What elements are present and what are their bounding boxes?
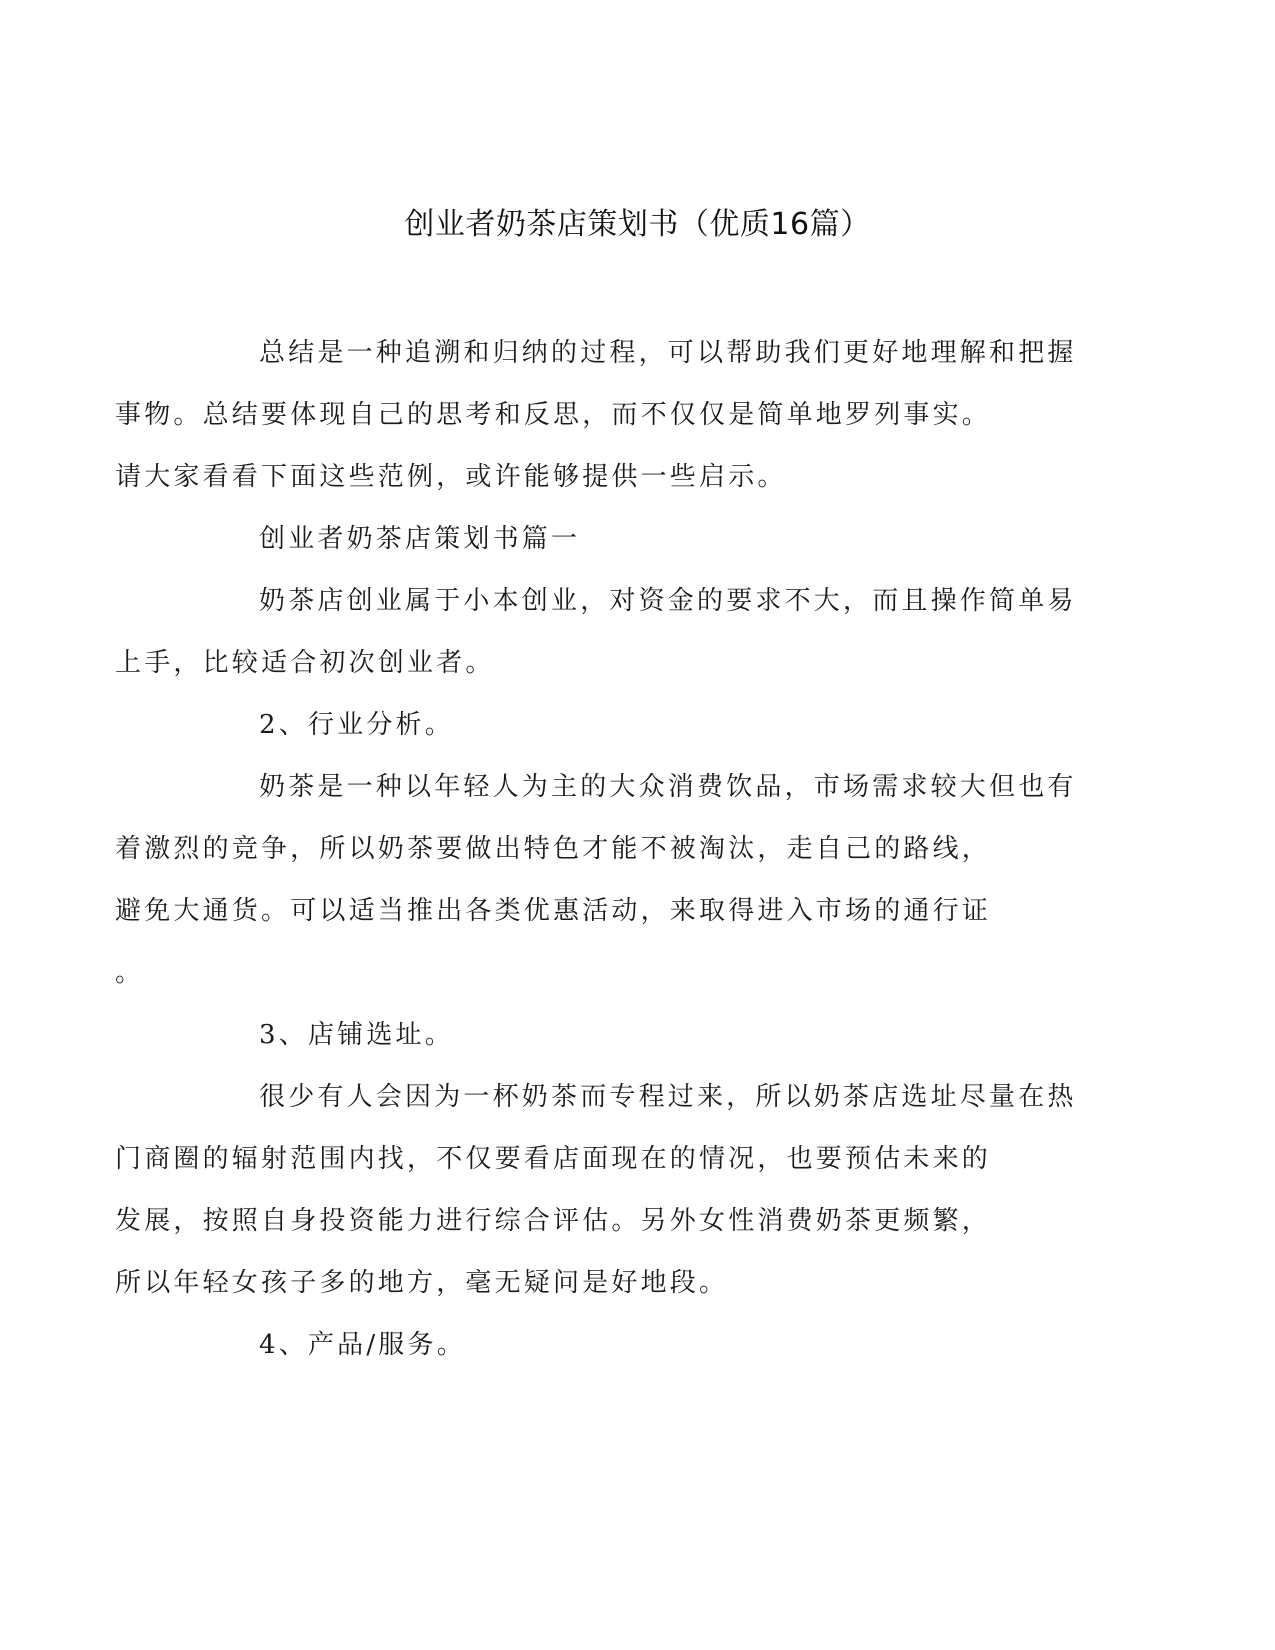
text-line: 避免大通货。可以适当推出各类优惠活动，来取得进入市场的通行证 (115, 896, 992, 926)
body-paragraph (115, 756, 1087, 1004)
section-heading-industry-analysis (187, 694, 1087, 756)
section-heading-products-services (187, 1314, 1087, 1376)
text-line: 奶茶店创业属于小本创业，对资金的要求不大，而且操作简单易 (259, 586, 1077, 616)
text-line: 很少有人会因为一杯奶茶而专程过来，所以奶茶店选址尽量在热 (259, 1082, 1077, 1112)
section-heading-part-one (187, 508, 1087, 570)
text-line: 上手，比较适合初次创业者。 (115, 648, 495, 678)
text-line: 门商圈的辐射范围内找，不仅要看店面现在的情况，也要预估未来的 (115, 1144, 992, 1174)
text-line: 3、店铺选址。 (259, 1020, 454, 1050)
text-line: 总结是一种追溯和归纳的过程，可以帮助我们更好地理解和把握 (259, 338, 1077, 368)
section-heading-store-location (187, 1004, 1087, 1066)
document-title: 创业者奶茶店策划书（优质16篇） (404, 207, 871, 242)
intro-paragraph (115, 322, 1087, 508)
text-line: 奶茶是一种以年轻人为主的大众消费饮品，市场需求较大但也有 (259, 772, 1077, 802)
text-line: 发展，按照自身投资能力进行综合评估。另外女性消费奶茶更频繁， (115, 1206, 992, 1236)
text-line: 所以年轻女孩子多的地方，毫无疑问是好地段。 (115, 1268, 729, 1298)
text-line: 。 (115, 958, 145, 988)
text-line: 请大家看看下面这些范例，或许能够提供一些启示。 (115, 462, 787, 492)
text-line: 事物。总结要体现自己的思考和反思，而不仅仅是简单地罗列事实。 (115, 400, 992, 430)
text-line: 着激烈的竞争，所以奶茶要做出特色才能不被淘汰，走自己的路线， (115, 834, 992, 864)
body-paragraph (115, 570, 1087, 694)
body-paragraph (115, 1066, 1087, 1314)
text-line: 4、产品/服务。 (259, 1330, 466, 1360)
text-line: 创业者奶茶店策划书篇一 (259, 524, 581, 554)
document-body (115, 322, 1087, 1376)
text-line: 2、行业分析。 (259, 710, 454, 740)
